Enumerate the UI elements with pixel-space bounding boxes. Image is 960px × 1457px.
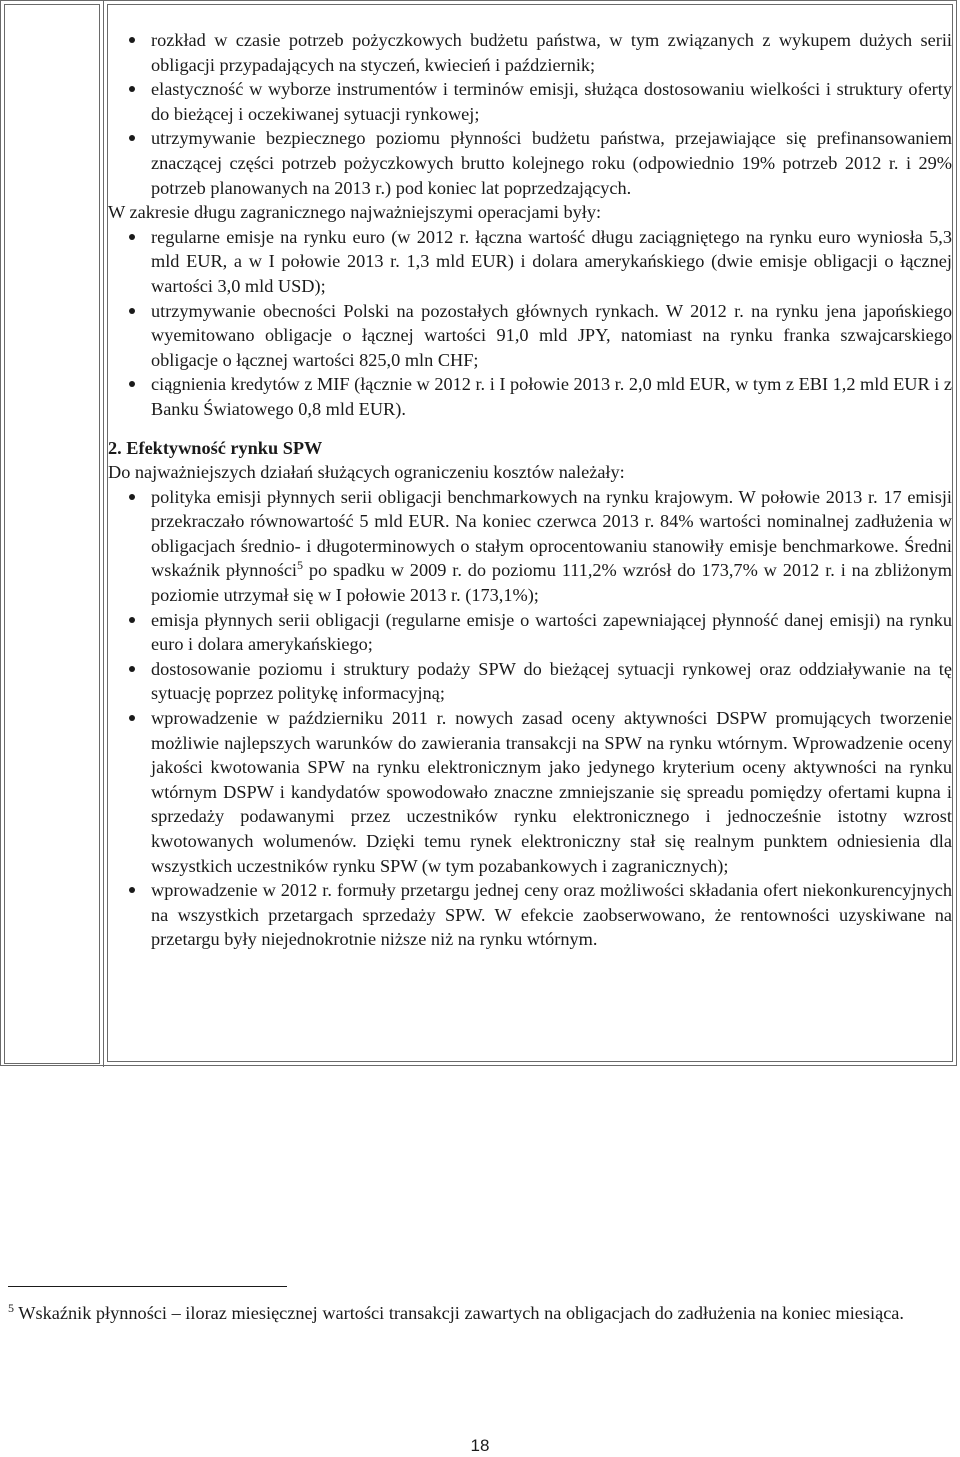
list-item: utrzymywanie obecności Polski na pozostałych głównych rynkach. W 2012 r. na rynku jena japońskiego wyemitowano obligacje o łącznej wartości 91,0 mld JPY, natomiast na rynku franka szwajcarskiego obligacje o łącznej wartości 825,0 mln CHF;	[108, 299, 952, 373]
page-number: 18	[470, 1436, 490, 1455]
box-content	[108, 28, 952, 952]
list-item: wprowadzenie w 2012 r. formuły przetargu jednej ceny oraz możliwości składania ofert niekonkurencyjnych na wszystkich przetargach sprzedaży SPW. W efekcie zaobserwowano, że rentowności uzyskiwane na przetargu były niejednokrotnie niższe niż na rynku wtórnym.	[108, 878, 952, 952]
section-intro: Do najważniejszych działań służących ograniczeniu kosztów należały:	[108, 462, 625, 483]
list-item: rozkład w czasie potrzeb pożyczkowych budżetu państwa, w tym związanych z wykupem dużych serii obligacji przypadających na styczeń, kwiecień i październik;	[108, 28, 952, 77]
bullet-list-3	[108, 485, 952, 952]
list-item: ciągnienia kredytów z MIF (łącznie w 2012 r. i I połowie 2013 r. 2,0 mld EUR, w tym z EBI 1,2 mld EUR i z Banku Światowego 0,8 mld EUR).	[108, 372, 952, 421]
list-item: dostosowanie poziomu i struktury podaży SPW do bieżącej sytuacji rynkowej oraz oddziaływanie na tę sytuację poprzez politykę informacyjną;	[108, 657, 952, 706]
section-heading: 2. Efektywność rynku SPW	[108, 437, 323, 458]
frame-left-column	[1, 1, 104, 1067]
bullet-list-2	[108, 225, 952, 422]
list-item: regularne emisje na rynku euro (w 2012 r. łączna wartość długu zaciągniętego na rynku euro wyniosła 5,3 mld EUR, a w I połowie 2013 r. 1,3 mld EUR) i dolara amerykańskiego (dwie emisje obligacji o łącznej wartości 3,0 mld USD);	[108, 225, 952, 299]
footnote	[8, 1296, 943, 1330]
bullet-list-1	[108, 28, 952, 200]
list-item: elastyczność w wyborze instrumentów i terminów emisji, służąca dostosowaniu wielkości i struktury oferty do bieżącej i oczekiwanej sytuacji rynkowej;	[108, 77, 952, 126]
frame-border	[952, 4, 953, 1062]
list-item	[108, 485, 952, 608]
list-item-text: polityka emisji płynnych serii obligacji benchmarkowych na rynku krajowym. W połowie 2013 r. 17 emisji przekraczało równowartość 5 mld EUR. Na koniec czerwca 2013 r. 84% wartości nominalnej zadłużenia w obligacjach średnio- i długoterminowych o stałym oprocentowaniu stanowiły emisje benchmarkowe. Średni wskaźnik płynności	[151, 486, 952, 581]
footnote-number: 5	[8, 1300, 14, 1315]
footnote-separator	[8, 1286, 287, 1287]
frame-border	[107, 4, 953, 5]
list-item: emisja płynnych serii obligacji (regularne emisje o wartości zapewniającej płynność danej emisji) na rynku euro i dolara amerykańskiego;	[108, 608, 952, 657]
list-item: wprowadzenie w październiku 2011 r. nowych zasad oceny aktywności DSPW promujących tworzenie możliwie najlepszych warunków do zawierania transakcji na SPW na rynku wtórnym. Wprowadzenie oceny jakości kwotowania SPW na rynku elektronicznym jako jedynego kryterium oceny aktywności na rynku wtórnym DSPW i kandydatów spowodowało znaczne zmniejszanie się spreadu pomiędzy ofertami kupna i sprzedaży podawanymi przez uczestników rynku elektronicznego i jednocześnie istotny wzrost kwotowanych wolumenów. Dzięki temu rynek elektroniczny stał się realnym punktem odniesienia dla wszystkich uczestników rynku SPW (w tym pozabankowych i zagranicznych);	[108, 706, 952, 878]
foreign-debt-intro: W zakresie długu zagranicznego najważniejszymi operacjami były:	[108, 202, 602, 223]
list-item-text: po spadku w 2009 r. do poziomu 111,2% wzrósł do 173,7% w 2012 r. i na zbliżonym poziomie utrzymał się w I połowie 2013 r. (173,1%);	[151, 560, 952, 606]
list-item: utrzymywanie bezpiecznego poziomu płynności budżetu państwa, przejawiające się prefinansowaniem znaczącej części potrzeb pożyczkowych brutto kolejnego roku (odpowiednio 19% potrzeb 2012 r. i 29% potrzeb planowanych na 2013 r.) pod koniec lat poprzedzających.	[108, 126, 952, 200]
frame-border	[107, 1061, 953, 1062]
footnote-text: Wskaźnik płynności – iloraz miesięcznej wartości transakcji zawartych na obligacjach do zadłużenia na koniec miesiąca.	[14, 1303, 904, 1323]
footnote-ref: 5	[297, 558, 304, 573]
